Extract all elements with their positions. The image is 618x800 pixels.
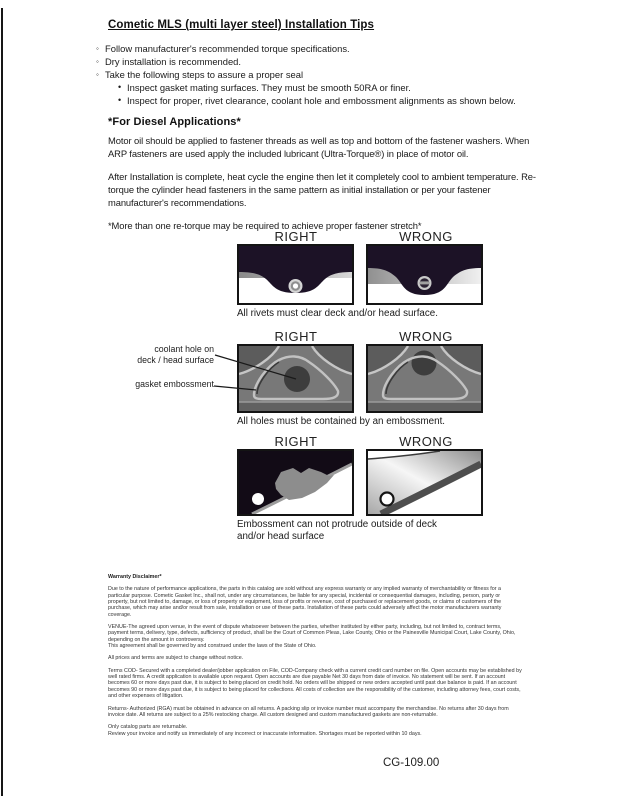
venue-paragraph: VENUE-The agreed upon venue, in the event of dispute whatsoever between the parties, whether instituted by either party, including, but not limited to, contract terms, payment terms, delivery, type, defects, sufficiency of product, shall be the Court of Common Pleas, Lake County, Ohio or the Painesville Municipal Court, Lake County, Ohio, depending on the amount in controversy. — [108, 624, 516, 643]
legal-fine-print — [108, 574, 522, 737]
embossment-caption: Embossment can not protrude outside of deck and/or head surface — [237, 519, 437, 542]
prices-line: All prices and terms are subject to change without notice. — [108, 655, 244, 662]
page-title: Cometic MLS (multi layer steel) Installation Tips — [108, 19, 375, 31]
coolant-caption: All holes must be contained by an embossment. — [237, 416, 446, 427]
rivet-wrong-panel-illustration — [366, 244, 483, 305]
diagram-rivet-clearance — [237, 229, 487, 320]
diesel-applications-section — [108, 116, 540, 242]
wrong-label: WRONG — [399, 329, 453, 344]
list-item: ◦ Dry installation is recommended. — [96, 55, 536, 68]
right-label: RIGHT — [274, 229, 318, 244]
wrong-label: WRONG — [399, 434, 453, 449]
diesel-paragraph-retorque: After Installation is complete, heat cycle the engine then let it completely cool to ambient temperature. Re-torque the cylinder head fasteners in the same pattern as initial installation or per your fastener manufacturer's recommendations. — [108, 171, 536, 208]
list-item: • Inspect for proper, rivet clearance, coolant hole and embossment alignments as shown below. — [118, 94, 536, 107]
coolant-hole-label: coolant hole on deck / head surface — [137, 344, 214, 365]
right-label: RIGHT — [274, 329, 318, 344]
label-leader-lines — [130, 340, 310, 400]
governing-law-line: This agreement shall be governed by and construed under the laws of the State of Ohio. — [108, 643, 317, 650]
page-code: CG-109.00 — [383, 757, 440, 769]
coolant-wrong-panel-illustration — [366, 344, 483, 413]
terms-paragraph: Terms COD- Secured with a completed dealer/jobber application on File, COD-Company check with a current credit card number on file. Open accounts may be established by well rated firms. A credit application is available upon request. Open accounts are due payable Net 30 days from date of invoice. No statement will be sent. If an account becomes 60 or more days past due, it is subject to being placed on credit hold. No orders will be shipped or new orders accepted until past due balance is paid. If an account becomes 90 or more days past due, it is subject to being placed for collections. All costs of collection are the responsibility of the customer, including attorney fees, court costs, and other expenses of litigation. — [108, 667, 522, 700]
rivet-caption: All rivets must clear deck and/or head surface. — [237, 308, 438, 319]
warranty-disclaimer-heading: Warranty Disclaimer* — [108, 574, 162, 580]
installation-tips-list — [96, 42, 536, 107]
returns-paragraph: Returns- Authorized (RGA) must be obtained in advance on all returns. A packing slip or invoice number must accompany the merchandise. No returns after 30 days from invoice date. All returns are subject to a 25% restocking charge. All custom designed and custom manufactured gaskets are non-returnable. — [108, 705, 509, 718]
warranty-paragraph: Due to the nature of performance applications, the parts in this catalog are sold without any express warranty or any implied warranty of merchantability or fitness for a particular purpose. Cometic Gasket Inc., shall not, under any circumstances, be liable for any special, incidental or consequential damages, including, person, party or property, but not limited to, damage, or loss of property or equipment, loss of profits or revenue, cost of purchased or replacement goods, or claims of customers of the purchase, which may arise and/or result from sale, installation or use of these parts. Installation of these parts could adversely affect the motor manufacturers warranty coverage. — [108, 586, 502, 618]
embossment-wrong-panel-illustration — [366, 449, 483, 516]
rivet-right-panel-illustration — [237, 244, 354, 305]
catalog-returns-line: Only catalog parts are returnable. — [108, 724, 188, 731]
diagram-embossment-protrusion — [237, 434, 487, 542]
list-item: ◦ Take the following steps to assure a proper seal — [96, 68, 536, 81]
review-invoice-line: Review your invoice and notify us immediately of any incorrect or inaccurate information. Shortages must be reported within 10 days. — [108, 730, 422, 737]
right-label: RIGHT — [274, 434, 318, 449]
left-edge-rule — [1, 8, 3, 796]
gasket-embossment-label: gasket embossment — [135, 379, 214, 389]
list-item: • Inspect gasket mating surfaces. They must be smooth 50RA or finer. — [118, 81, 536, 94]
diesel-note: *More than one re-torque may be required to achieve proper fastener stretch* — [108, 220, 422, 231]
diesel-paragraph-oil: Motor oil should be applied to fastener threads as well as top and bottom of the fastener washers. When ARP fasteners are used apply the included lubricant (Ultra-Torque®) in place of motor oil. — [108, 135, 530, 159]
list-item: ◦ Follow manufacturer's recommended torque specifications. — [96, 42, 536, 55]
embossment-right-panel-illustration — [237, 449, 354, 516]
diesel-heading: *For Diesel Applications* — [108, 116, 241, 128]
wrong-label: WRONG — [399, 229, 453, 244]
